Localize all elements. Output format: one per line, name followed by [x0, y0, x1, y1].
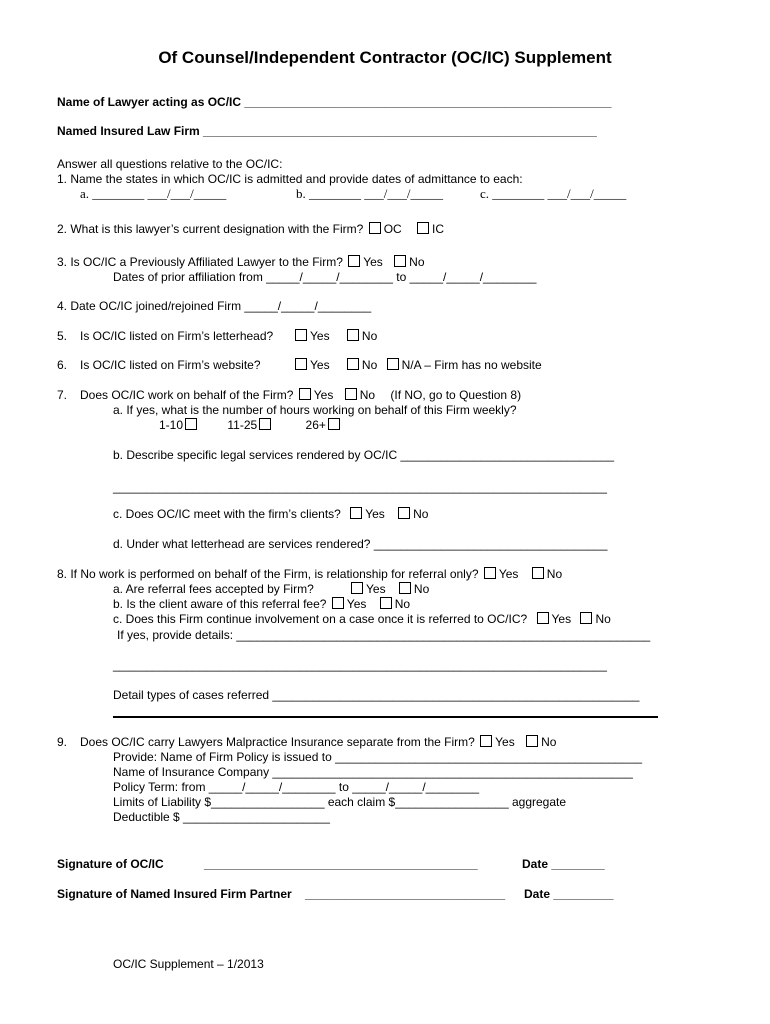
q5-yes-label: Yes — [310, 329, 330, 343]
q7-note: (If NO, go to Question 8) — [390, 388, 522, 402]
q8a-options — [349, 582, 429, 596]
q3-dates-field[interactable]: Dates of prior affiliation from _____/_____/________ to _____/_____/________ — [113, 270, 537, 284]
q2-row — [57, 222, 444, 236]
q7d-field[interactable]: d. Under what letterhead are services rendered? ___________________________________ — [113, 537, 608, 551]
sig-ocic-label: Signature of OC/IC — [57, 857, 164, 871]
q9-yes-checkbox[interactable] — [480, 735, 492, 747]
q8a-text: a. Are referral fees accepted by Firm? — [113, 582, 314, 596]
footer-text: OC/IC Supplement – 1/2013 — [113, 957, 264, 971]
q9-no-checkbox[interactable] — [526, 735, 538, 747]
q8-details-field[interactable]: If yes, provide details: ______________________________________________________________ — [117, 628, 651, 642]
q8-no-checkbox[interactable] — [532, 567, 544, 579]
hours-26-label: 26+ — [305, 418, 326, 432]
q8-row — [57, 567, 562, 581]
hours-11-25-checkbox[interactable] — [259, 418, 271, 430]
q8-details-line-field[interactable]: __________________________________________________________________________ — [113, 658, 607, 672]
q7-num: 7. — [57, 388, 68, 402]
q7c-text: c. Does OC/IC meet with the firm’s clients? — [113, 507, 341, 521]
hours-1-10-checkbox[interactable] — [185, 418, 197, 430]
q6-text: Is OC/IC listed on Firm’s website? — [80, 358, 261, 372]
q8b-yes-checkbox[interactable] — [332, 597, 344, 609]
q6-no-checkbox[interactable] — [347, 358, 359, 370]
q5-text: Is OC/IC listed on Firm’s letterhead? — [80, 329, 274, 343]
q9-row — [80, 735, 556, 749]
named-insured-field[interactable]: Named Insured Law Firm ___________________________________________________________ — [57, 124, 597, 138]
q7-row — [80, 388, 521, 402]
q7-no-checkbox[interactable] — [345, 388, 357, 400]
q2-ic-checkbox[interactable] — [417, 222, 429, 234]
sig-partner-label: Signature of Named Insured Firm Partner — [57, 887, 292, 901]
q9-insurance-company-field[interactable]: Name of Insurance Company ______________________________________________________ — [113, 765, 633, 779]
sig-partner-line[interactable]: ______________________________ — [305, 887, 506, 901]
section-divider — [113, 716, 658, 718]
q2-oc-label: OC — [383, 222, 402, 236]
q2-text: 2. What is this lawyer’s current designation with the Firm? — [57, 222, 364, 236]
form-title: Of Counsel/Independent Contractor (OC/IC) Supplement — [158, 48, 612, 67]
q2-oc-checkbox[interactable] — [369, 222, 381, 234]
q7c-yes-checkbox[interactable] — [350, 507, 362, 519]
q8c-yes-label: Yes — [551, 612, 572, 626]
sig-ocic-line[interactable]: _________________________________________ — [204, 857, 478, 871]
q5-no-label: No — [361, 329, 378, 343]
q8-yes-checkbox[interactable] — [484, 567, 496, 579]
q7c-no-label: No — [413, 507, 429, 521]
hours-1-10-label: 1-10 — [159, 418, 184, 432]
q8c-no-label: No — [595, 612, 611, 626]
q3-row — [57, 255, 425, 269]
q9-policy-term-field[interactable]: Policy Term: from _____/_____/________ to _____/_____/________ — [113, 780, 480, 794]
q1-state-c[interactable]: c. ________ ___/___/_____ — [480, 186, 627, 201]
q1-state-a[interactable]: a. ________ ___/___/_____ — [80, 186, 227, 201]
q9-no-label: No — [541, 735, 557, 749]
q6-na-checkbox[interactable] — [387, 358, 399, 370]
q9-yes-label: Yes — [495, 735, 515, 749]
q3-no-checkbox[interactable] — [394, 255, 406, 267]
q6-yes-label: Yes — [310, 358, 330, 372]
q8b-no-checkbox[interactable] — [380, 597, 392, 609]
intro-text: Answer all questions relative to the OC/IC: — [57, 157, 283, 171]
q8b-text: b. Is the client aware of this referral fee? — [113, 597, 327, 611]
q1-state-b[interactable]: b. ________ ___/___/_____ — [296, 186, 443, 201]
q7b-line-field[interactable]: __________________________________________________________________________ — [113, 480, 607, 494]
q8-no-label: No — [546, 567, 563, 581]
q7c-yes-label: Yes — [365, 507, 385, 521]
q6-options — [293, 358, 542, 372]
q5-options — [293, 329, 377, 343]
q9-text: Does OC/IC carry Lawyers Malpractice Insurance separate from the Firm? — [80, 735, 475, 749]
q7-no-label: No — [359, 388, 376, 402]
q3-yes-label: Yes — [363, 255, 383, 269]
lawyer-name-field[interactable]: Name of Lawyer acting as OC/IC _______________________________________________________ — [57, 95, 612, 109]
q6-num: 6. — [57, 358, 68, 372]
q9-deductible-field[interactable]: Deductible $ ______________________ — [113, 810, 330, 824]
q8a-yes-label: Yes — [366, 582, 386, 596]
q7c-row — [113, 507, 428, 521]
q7c-no-checkbox[interactable] — [398, 507, 410, 519]
q8a-yes-checkbox[interactable] — [351, 582, 363, 594]
hours-26-checkbox[interactable] — [328, 418, 340, 430]
sig-ocic-date[interactable]: Date ________ — [522, 857, 605, 871]
q8a-no-label: No — [413, 582, 430, 596]
sig-partner-date[interactable]: Date _________ — [524, 887, 614, 901]
q7-text: Does OC/IC work on behalf of the Firm? — [80, 388, 294, 402]
q8b-no-label: No — [394, 597, 411, 611]
q9-policy-issued-field[interactable]: Provide: Name of Firm Policy is issued to ______________________________________________ — [113, 750, 643, 764]
q6-no-label: No — [361, 358, 378, 372]
q8c-yes-checkbox[interactable] — [537, 612, 549, 624]
q7-yes-label: Yes — [313, 388, 334, 402]
q3-text: 3. Is OC/IC a Previously Affiliated Lawyer to the Firm? — [57, 255, 343, 269]
q8b-row — [113, 597, 410, 611]
q8c-row — [113, 612, 611, 626]
q3-no-label: No — [409, 255, 425, 269]
q5-no-checkbox[interactable] — [347, 329, 359, 341]
q6-na-label: N/A – Firm has no website — [401, 358, 542, 372]
q4-date-field[interactable]: 4. Date OC/IC joined/rejoined Firm _____/_____/________ — [57, 299, 372, 313]
q7a-hours — [159, 418, 343, 432]
q2-ic-label: IC — [432, 222, 445, 236]
q7-yes-checkbox[interactable] — [299, 388, 311, 400]
q7a-text: a. If yes, what is the number of hours working on behalf of this Firm weekly? — [113, 403, 517, 417]
q8b-yes-label: Yes — [346, 597, 367, 611]
q7b-field[interactable]: b. Describe specific legal services rendered by OC/IC ________________________________ — [113, 448, 615, 462]
q8c-text: c. Does this Firm continue involvement on a case once it is referred to OC/IC? — [113, 612, 528, 626]
q8c-no-checkbox[interactable] — [580, 612, 592, 624]
hours-11-25-label: 11-25 — [227, 418, 258, 432]
q9-num: 9. — [57, 735, 68, 749]
q5-num: 5. — [57, 329, 68, 343]
q6-yes-checkbox[interactable] — [295, 358, 307, 370]
q1-text: 1. Name the states in which OC/IC is admitted and provide dates of admittance to each: — [57, 172, 523, 186]
q9-limits-field[interactable]: Limits of Liability $_________________ each claim $_________________ aggregate — [113, 795, 567, 809]
q3-yes-checkbox[interactable] — [348, 255, 360, 267]
q8-cases-field[interactable]: Detail types of cases referred _______________________________________________________ — [113, 688, 640, 702]
q5-yes-checkbox[interactable] — [295, 329, 307, 341]
q8a-no-checkbox[interactable] — [399, 582, 411, 594]
q8-yes-label: Yes — [498, 567, 519, 581]
q8-text: 8. If No work is performed on behalf of the Firm, is relationship for referral only? — [57, 567, 479, 581]
